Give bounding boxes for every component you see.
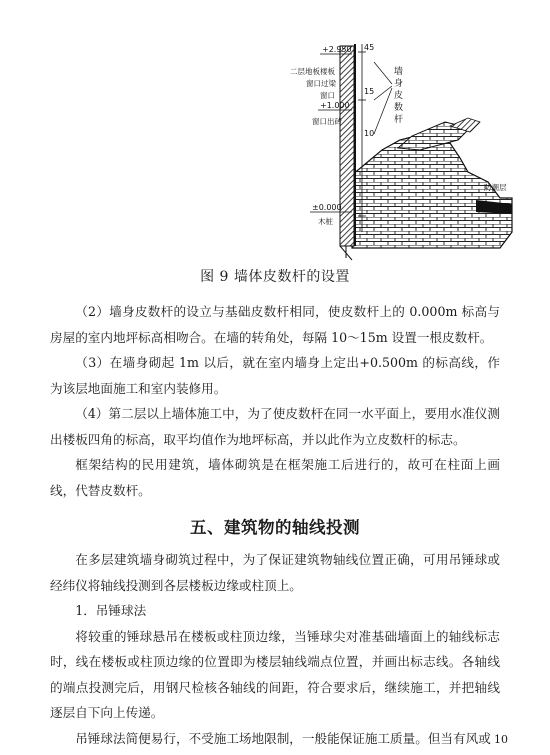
dimension-15: 15 — [364, 87, 375, 96]
svg-text:数: 数 — [394, 103, 404, 113]
wall-section — [340, 44, 355, 260]
rod-label — [394, 65, 403, 125]
section-heading: 五、建筑物的轴线投测 — [190, 518, 360, 537]
window-label: 窗口 — [320, 91, 335, 100]
window-elevation-label: +1.000 — [320, 101, 350, 110]
subheading: 1．吊锤球法 — [75, 603, 147, 618]
paragraph: 将较重的锤球悬吊在楼板或柱顶边缘，当锤球尖对准基础墙面上的轴线标志时，线在楼板或柱顶边缘的位置即为楼层轴线端点位置，并画出标志线。各轴线的端点投测完后，用钢尺检核各轴线的间距，符合要求后，继续施工，并把轴线逐层自下向上传递。 — [50, 628, 500, 720]
dimension-10: 10 — [364, 129, 375, 138]
page-number: 10 — [494, 733, 508, 746]
text-body — [50, 299, 500, 751]
dimension-45: 45 — [364, 43, 375, 52]
svg-text:皮: 皮 — [394, 91, 404, 101]
window-lintel-label: 窗口过梁 — [306, 79, 336, 88]
paragraph: （3）在墙身砌起 1m 以后，就在室内墙身上定出+0.500m 的标高线，作为该层地面施工和室内装修用。 — [50, 355, 500, 396]
wall-rod-diagram — [290, 0, 530, 262]
svg-text:墙: 墙 — [394, 67, 404, 77]
rod-leaders — [374, 62, 392, 134]
damp-layer-label: 防潮层 — [484, 183, 507, 192]
svg-text:杆: 杆 — [394, 115, 404, 125]
paragraph: （4）第二层以上墙体施工中，为了使皮数杆在同一水平面上，要用水准仪测出楼板四角的标高，取平均值作为地坪标高，并以此作为立皮数杆的标志。 — [50, 406, 500, 447]
paragraph: （2）墙身皮数杆的设立与基础皮数杆相同，使皮数杆上的 0.000m 标高与房屋的室内地坪标高相吻合。在墙的转角处，每隔 10～15m 设置一根皮数杆。 — [50, 304, 500, 345]
svg-text:身: 身 — [394, 79, 404, 89]
wood-pile-label: 木桩 — [318, 217, 333, 226]
floor-slab-label: 二层地板楼板 — [290, 67, 335, 76]
paragraph: 框架结构的民用建筑，墙体砌筑是在框架施工后进行的，故可在柱面上画线，代替皮数杆。 — [50, 457, 500, 498]
top-elevation-label: +2.950 — [322, 45, 352, 54]
window-sill-label: 窗口出砖 — [312, 117, 342, 126]
figure-caption: 图 9 墙体皮数杆的设置 — [200, 269, 350, 285]
paragraph: 在多层建筑墙身砌筑过程中，为了保证建筑物轴线位置正确，可用吊锤球或经纬仪将轴线投测到各层楼板边缘或柱顶上。 — [50, 552, 500, 593]
wall-rod-figure — [290, 0, 530, 262]
paragraph: 吊锤球法简便易行，不受施工场地限制，一般能保证施工质量。但当有风或 — [75, 730, 491, 746]
zero-elevation-label: ±0.000 — [312, 203, 342, 212]
